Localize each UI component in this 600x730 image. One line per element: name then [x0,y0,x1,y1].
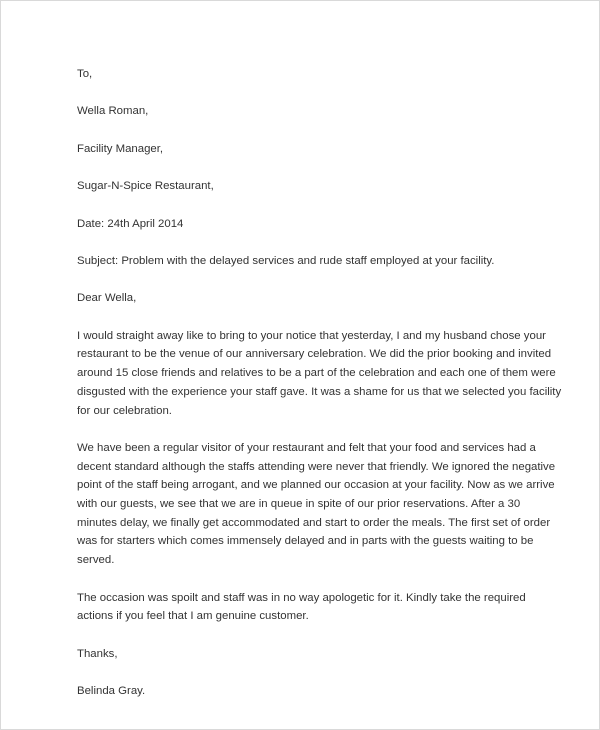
letter-body [77,65,562,719]
closing: Thanks, [77,647,118,660]
signature: Belinda Gray. [77,685,146,698]
paragraph-line: point of the staff being arrogant, and we planned our occasion at your facility. Now as we arrive [77,479,555,492]
paragraph-3 [77,589,547,626]
paragraph-line: for our celebration. [77,404,172,417]
paragraph-line: was for starters which comes immensely delayed and in parts with the guests waiting to be [77,535,534,548]
recipient-name: Wella Roman, [77,105,149,118]
recipient-title: Facility Manager, [77,142,164,155]
paragraph-2 [77,439,556,570]
letter-subject: Subject: Problem with the delayed services and rude staff employed at your facility. [77,254,495,267]
paragraph-line: disgusted with the experience your staff gave. It was a shame for us that we selected you facility [77,385,562,398]
paragraph-line: The occasion was spoilt and staff was in no way apologetic for it. Kindly take the required [77,591,526,604]
paragraph-line: We have been a regular visitor of your restaurant and felt that your food and services had a [77,441,536,454]
paragraph-line: restaurant to be the venue of our anniversary celebration. We did the prior booking and invited [77,348,552,361]
paragraph-line: served. [77,554,115,567]
paragraph-line: I would straight away like to bring to your notice that yesterday, I and my husband chose your [77,329,546,342]
salutation: Dear Wella, [77,292,137,305]
recipient-company: Sugar-N-Spice Restaurant, [77,180,214,193]
paragraph-line: with our guests, we see that we are in queue in spite of our prior reservations. After a 30 [77,498,521,511]
paragraph-line: minutes delay, we finally get accommodated and start to order the meals. The first set of order [77,516,551,529]
paragraph-1 [77,327,562,421]
paragraph-line: around 15 close friends and relatives to be a part of the celebration and each one of them were [77,367,556,380]
paragraph-line: actions if you feel that I am genuine customer. [77,610,309,623]
paragraph-line: decent standard although the staffs attending were never that friendly. We ignored the negative [77,460,556,473]
to-line: To, [77,68,93,80]
letter-date: Date: 24th April 2014 [77,217,184,230]
